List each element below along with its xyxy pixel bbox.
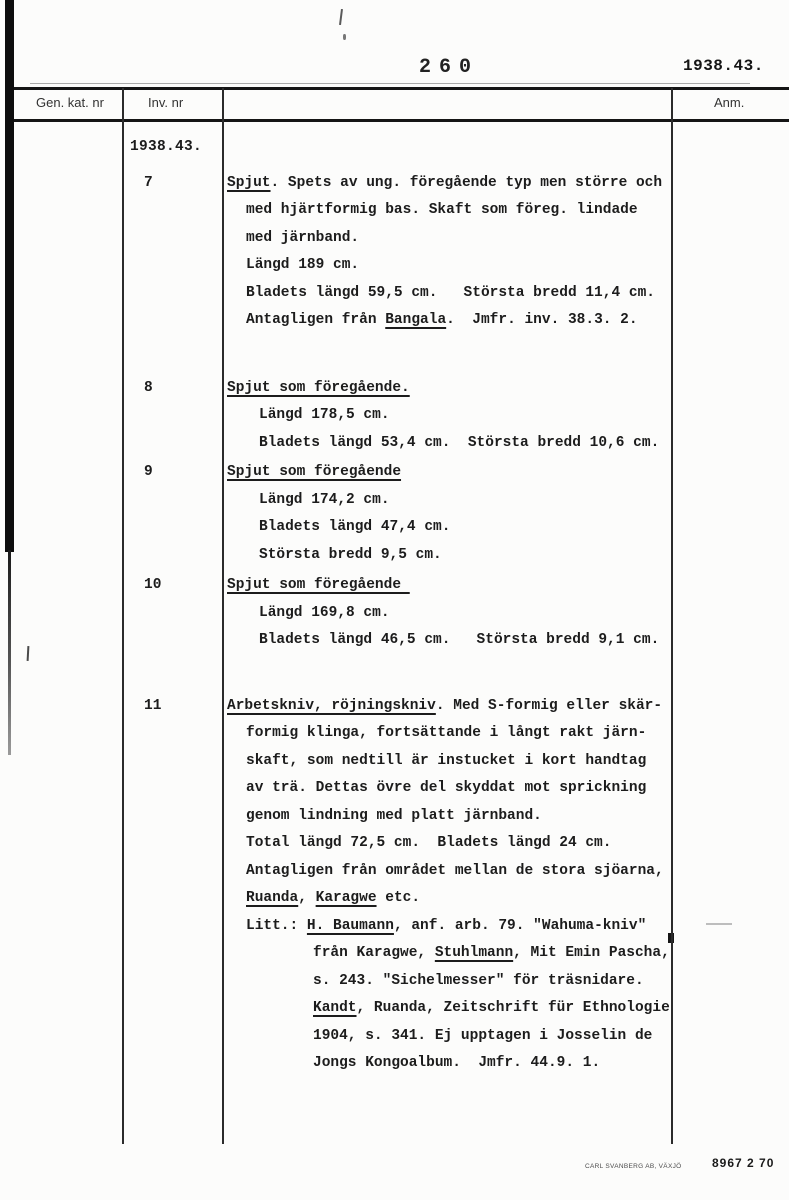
entry-line: från Karagwe, Stuhlmann, Mit Emin Pascha, [313, 945, 670, 961]
scan-artifact-left-bar [5, 0, 14, 552]
entry-line: Bladets längd 53,4 cm. Största bredd 10,6 cm. [259, 434, 660, 451]
entry-line: Kandt, Ruanda, Zeitschrift für Ethnologie [313, 1000, 670, 1016]
entry-line: Total längd 72,5 cm. Bladets längd 24 cm. [246, 835, 612, 851]
catalog-entry-8 [122, 375, 789, 458]
entry-text [227, 170, 789, 335]
entry-line: Arbetskniv, röjningskniv. Med S-formig eller skär- [227, 697, 663, 714]
entry-line: Längd 169,8 cm. [259, 604, 390, 621]
entry-line: formig klinga, fortsättande i långt rakt järn- [246, 725, 647, 741]
entry-line: skaft, som nedtill är instucket i kort handtag [246, 752, 647, 769]
entry-text [227, 693, 789, 1078]
entry-line: 1904, s. 341. Ej upptagen i Josselin de [313, 1027, 653, 1044]
catalog-entry-10 [122, 572, 789, 655]
entry-line: av trä. Dettas övre del skyddat mot sprickning [246, 780, 647, 796]
scan-artifact-top-tick [339, 9, 343, 25]
inventory-number: 11 [144, 697, 162, 714]
print-code: 8967 2 70 [712, 1156, 775, 1170]
inventory-number: 7 [144, 174, 153, 191]
entry-line: Bladets längd 47,4 cm. [259, 519, 451, 535]
entry-line: Bladets längd 46,5 cm. Största bredd 9,1 cm. [259, 632, 660, 648]
column-header-gen-kat-nr: Gen. kat. nr [36, 95, 104, 110]
entry-line: Längd 178,5 cm. [259, 407, 390, 423]
inventory-number: 9 [144, 464, 153, 480]
scan-artifact-left-bar-fade [8, 550, 11, 755]
year-reference: 1938.43. [683, 57, 764, 75]
column-header-anm: Anm. [714, 95, 745, 110]
entry-line: med hjärtformig bas. Skaft som föreg. lindade [246, 202, 638, 218]
inventory-number: 8 [144, 379, 153, 396]
entry-line: Största bredd 9,5 cm. [259, 546, 442, 563]
entry-line: Spjut som föregående [227, 464, 402, 480]
catalog-entry-9 [122, 459, 789, 569]
catalog-body [122, 134, 789, 1078]
entry-line: Spjut som föregående. [227, 379, 410, 396]
page-number: 260 [419, 56, 480, 79]
catalog-entries [122, 170, 789, 1078]
column-header-inv-nr: Inv. nr [148, 95, 184, 110]
inventory-group-number: 1938.43. [130, 139, 203, 155]
table-top-rule-shadow [30, 83, 750, 84]
entry-line: Ruanda, Karagwe etc. [246, 890, 421, 906]
entry-line: Bladets längd 59,5 cm. Största bredd 11,4 cm. [246, 284, 655, 301]
entry-text [227, 375, 789, 458]
entry-line: Litt.: H. Baumann, anf. arb. 79. "Wahuma-kniv" [246, 917, 647, 934]
entry-line: Jongs Kongoalbum. Jmfr. 44.9. 1. [313, 1055, 601, 1071]
catalog-entry-11 [122, 693, 789, 1078]
entry-line: Längd 189 cm. [246, 257, 360, 273]
catalog-entry-7 [122, 170, 789, 335]
entry-line: genom lindning med platt järnband. [246, 807, 542, 824]
printer-imprint: CARL SVANBERG AB, VÄXJÖ [585, 1163, 682, 1170]
entry-text [227, 572, 789, 655]
scan-artifact-top-dot [343, 34, 346, 40]
entry-line: med järnband. [246, 229, 360, 246]
entry-line: s. 243. "Sichelmesser" för träsnidare. [313, 972, 644, 989]
entry-line: Antagligen från området mellan de stora sjöarna, [246, 862, 664, 879]
entry-line: Spjut som föregående [227, 577, 410, 593]
entry-line: Antagligen från Bangala. Jmfr. inv. 38.3. 2. [246, 312, 638, 328]
entry-text [227, 459, 789, 569]
entry-line: Längd 174,2 cm. [259, 491, 390, 508]
entry-line: Spjut. Spets av ung. föregående typ men större och [227, 174, 663, 191]
scan-artifact-margin-tick [27, 646, 30, 661]
inventory-number: 10 [144, 577, 162, 593]
